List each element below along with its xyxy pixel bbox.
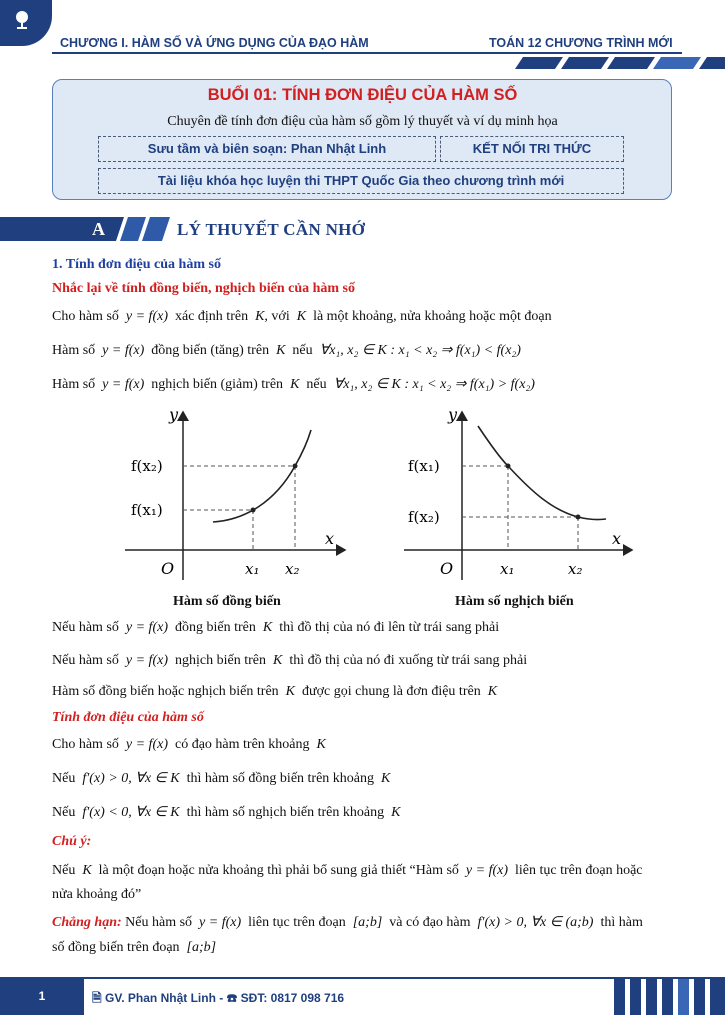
author-box: Sưu tầm và biên soạn: Phan Nhật Linh — [98, 136, 436, 162]
increasing-curve — [213, 430, 311, 522]
fx1-label: f(x₁) — [408, 457, 440, 475]
note-label: Chú ý: — [52, 834, 92, 849]
line-7: Cho hàm số y = f(x) có đạo hàm trên khoảng K — [52, 737, 326, 752]
y-label: y — [448, 405, 458, 424]
line-1: Cho hàm số y = f(x) xác định trên K, với K là một khoảng, nửa khoảng hoặc một đoạn — [52, 309, 552, 324]
caption-increasing: Hàm số đồng biến — [173, 594, 281, 609]
line-11: nửa khoảng đó” — [52, 887, 142, 902]
line-12: Chẳng hạn: Nếu hàm số y = f(x) liên tục trên đoạn [a;b] và có đạo hàm f′(x) > 0, ∀x ∈ (a;b) thì hàm — [52, 915, 643, 930]
line-8: Nếu f′(x) > 0, ∀x ∈ K thì hàm số đồng biến trên khoảng K — [52, 771, 391, 786]
page-number: 1 — [0, 979, 84, 1015]
caption-decreasing: Hàm số nghịch biến — [455, 594, 574, 609]
line-2: Hàm số y = f(x) đồng biến (tăng) trên K nếu ∀x₁, x₂ ∈ K : x₁ < x₂ ⇒ f(x₁) < f(x₂) — [52, 343, 521, 358]
line-5: Nếu hàm số y = f(x) nghịch biến trên K thì đồ thị của nó đi xuống từ trái sang phải — [52, 653, 528, 668]
tree-logo-icon — [10, 8, 34, 32]
lesson-title: BUỔI 01: TÍNH ĐƠN ĐIỆU CỦA HÀM SỐ — [207, 86, 518, 104]
header-rule — [52, 52, 682, 54]
line-13: số đồng biến trên đoạn [a;b] — [52, 940, 217, 955]
graph-increasing — [125, 402, 350, 587]
fx1-label: f(x₁) — [131, 501, 163, 519]
heading-3: Tính đơn điệu của hàm số — [52, 710, 204, 725]
phone-icon: ☎ — [226, 991, 238, 1005]
header-stripes — [515, 57, 725, 69]
decreasing-curve — [478, 426, 606, 520]
section-banner — [0, 217, 170, 241]
description-box: Tài liệu khóa học luyện thi THPT Quốc Gia theo chương trình mới — [98, 168, 624, 194]
teacher-name: GV. Phan Nhật Linh — [105, 991, 216, 1005]
origin-label: O — [161, 559, 175, 578]
line-3: Hàm số y = f(x) nghịch biến (giảm) trên K nếu ∀x₁, x₂ ∈ K : x₁ < x₂ ⇒ f(x₁) > f(x₂) — [52, 377, 535, 392]
x-label: x — [612, 529, 622, 548]
x1-label: x₁ — [500, 560, 515, 578]
origin-label: O — [440, 559, 454, 578]
course-title: TOÁN 12 CHƯƠNG TRÌNH MỚI — [489, 36, 673, 50]
fx2-label: f(x₂) — [131, 457, 163, 475]
y-label: y — [169, 405, 179, 424]
line-10: Nếu K là một đoạn hoặc nửa khoảng thì phải bổ sung giả thiết “Hàm số y = f(x) liên tục trên đoạn hoặc — [52, 863, 643, 878]
document-icon: 🗎 — [92, 991, 102, 1005]
line-4: Nếu hàm số y = f(x) đồng biến trên K thì đồ thị của nó đi lên từ trái sang phải — [52, 620, 500, 635]
graph-decreasing — [402, 402, 637, 587]
footer-info: 🗎 GV. Phan Nhật Linh - ☎ SĐT: 0817 098 716 — [92, 991, 345, 1005]
x2-label: x₂ — [285, 560, 300, 578]
phone-number: SĐT: 0817 098 716 — [240, 991, 345, 1005]
fx2-label: f(x₂) — [408, 508, 440, 526]
line-9: Nếu f′(x) < 0, ∀x ∈ K thì hàm số nghịch biến trên khoảng K — [52, 805, 401, 820]
x2-label: x₂ — [568, 560, 583, 578]
x1-label: x₁ — [245, 560, 260, 578]
section-letter: A — [92, 219, 105, 239]
series-box: KẾT NỐI TRI THỨC — [440, 136, 624, 162]
line-6: Hàm số đồng biến hoặc nghịch biến trên K được gọi chung là đơn điệu trên K — [52, 684, 498, 699]
x-label: x — [325, 529, 335, 548]
lesson-subtitle: Chuyên đề tính đơn điệu của hàm số gồm lý thuyết và ví dụ minh họa — [167, 114, 558, 129]
chapter-title: CHƯƠNG I. HÀM SỐ VÀ ỨNG DỤNG CỦA ĐẠO HÀM — [60, 36, 369, 50]
heading-1: 1. Tính đơn điệu của hàm số — [52, 257, 221, 272]
logo — [0, 0, 52, 46]
heading-2: Nhắc lại về tính đồng biến, nghịch biến của hàm số — [52, 281, 356, 296]
section-title: LÝ THUYẾT CẦN NHỚ — [177, 220, 366, 239]
footer-bars — [612, 979, 725, 1015]
